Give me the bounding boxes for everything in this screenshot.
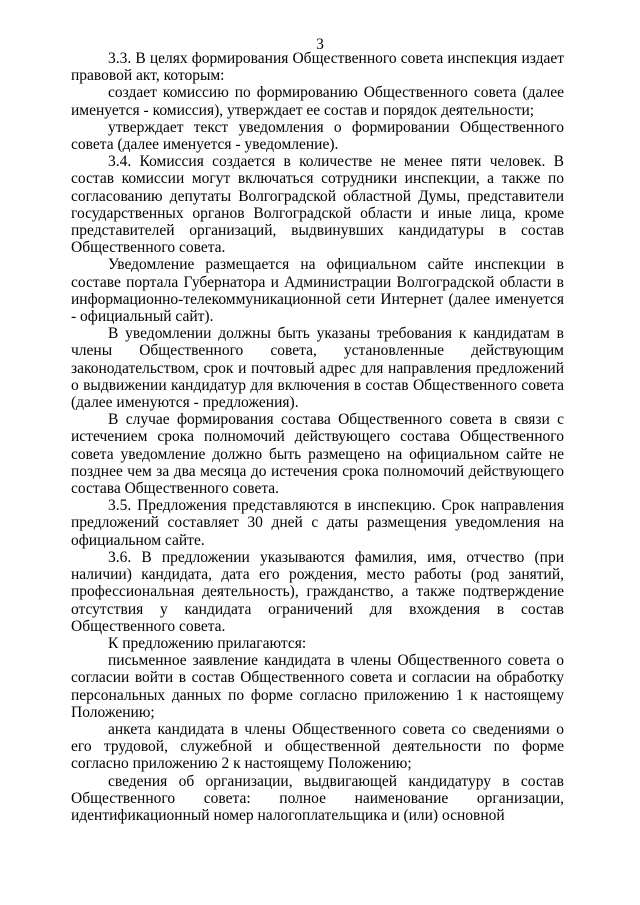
paragraph-term-expiry: В случае формирования состава Общественного совета в связи с истечением срока полномочий действующего состава Общественного совета уведомление должно быть размещено на официальном сайте не позднее чем за два месяца до истечения срока полномочий действующего состава Общественного совета. [71,411,564,498]
paragraph-3-4: 3.4. Комиссия создается в количестве не менее пяти человек. В состав комиссии могут включаться сотрудники инспекции, а также по согласованию депутаты Волгоградской областной Думы, представители государственных органов Волгоградской области и иные лица, кроме представителей организаций, выдвинувших кандидатуры в состав Общественного совета. [71,153,564,257]
paragraph-organization-info: сведения об организации, выдвигающей кандидатуру в состав Общественного совета: полное наименование организации, идентификационный номер налогоплательщика и (или) основной [71,772,564,824]
paragraph-notice-placement: Уведомление размещается на официальном сайте инспекции в составе портала Губернатора и Администрации Волгоградской области в информационно-телекоммуникационной сети Интернет (далее именуется - официальный сайт). [71,256,564,326]
paragraph-3-6: 3.6. В предложении указываются фамилия, имя, отчество (при наличии) кандидата, дата его рождения, место работы (род занятий, профессиональная деятельность), гражданство, а также подтверждение отсутствия у кандидата ограничений для вхождения в состав Общественного совета. [71,548,564,635]
page-number: 3 [316,36,324,53]
paragraph-notice-requirements: В уведомлении должны быть указаны требования к кандидатам в члены Общественного совета, установленные действующим законодательством, срок и почтовый адрес для направления предложений о выдвижении кандидатур для включения в состав Общественного совета (далее именуются - предложения). [71,325,564,412]
paragraph-3-5: 3.5. Предложения представляются в инспекцию. Срок направления предложений составляет 30 дней с даты размещения уведомления на официальном сайте. [71,497,564,549]
paragraph-3-3: 3.3. В целях формирования Общественного совета инспекция издает правовой акт, которым: [71,50,564,85]
document-body [71,50,564,824]
paragraph-commission-creation: создает комиссию по формированию Общественного совета (далее именуется - комиссия), утверждает ее состав и порядок деятельности; [71,84,564,119]
paragraph-notice-text: утверждает текст уведомления о формировании Общественного совета (далее именуется - уведомление). [71,118,564,154]
paragraph-attachments-intro: К предложению прилагаются: [108,634,307,652]
paragraph-written-application: письменное заявление кандидата в члены Общественного совета о согласии войти в состав Общественного совета и согласии на обработку персональных данных по форме согласно приложению 1 к настоящему Положению; [71,652,564,721]
paragraph-questionnaire: анкета кандидата в члены Общественного совета со сведениями о его трудовой, служебной и общественной деятельности по форме согласно приложению 2 к настоящему Положению; [71,720,564,773]
